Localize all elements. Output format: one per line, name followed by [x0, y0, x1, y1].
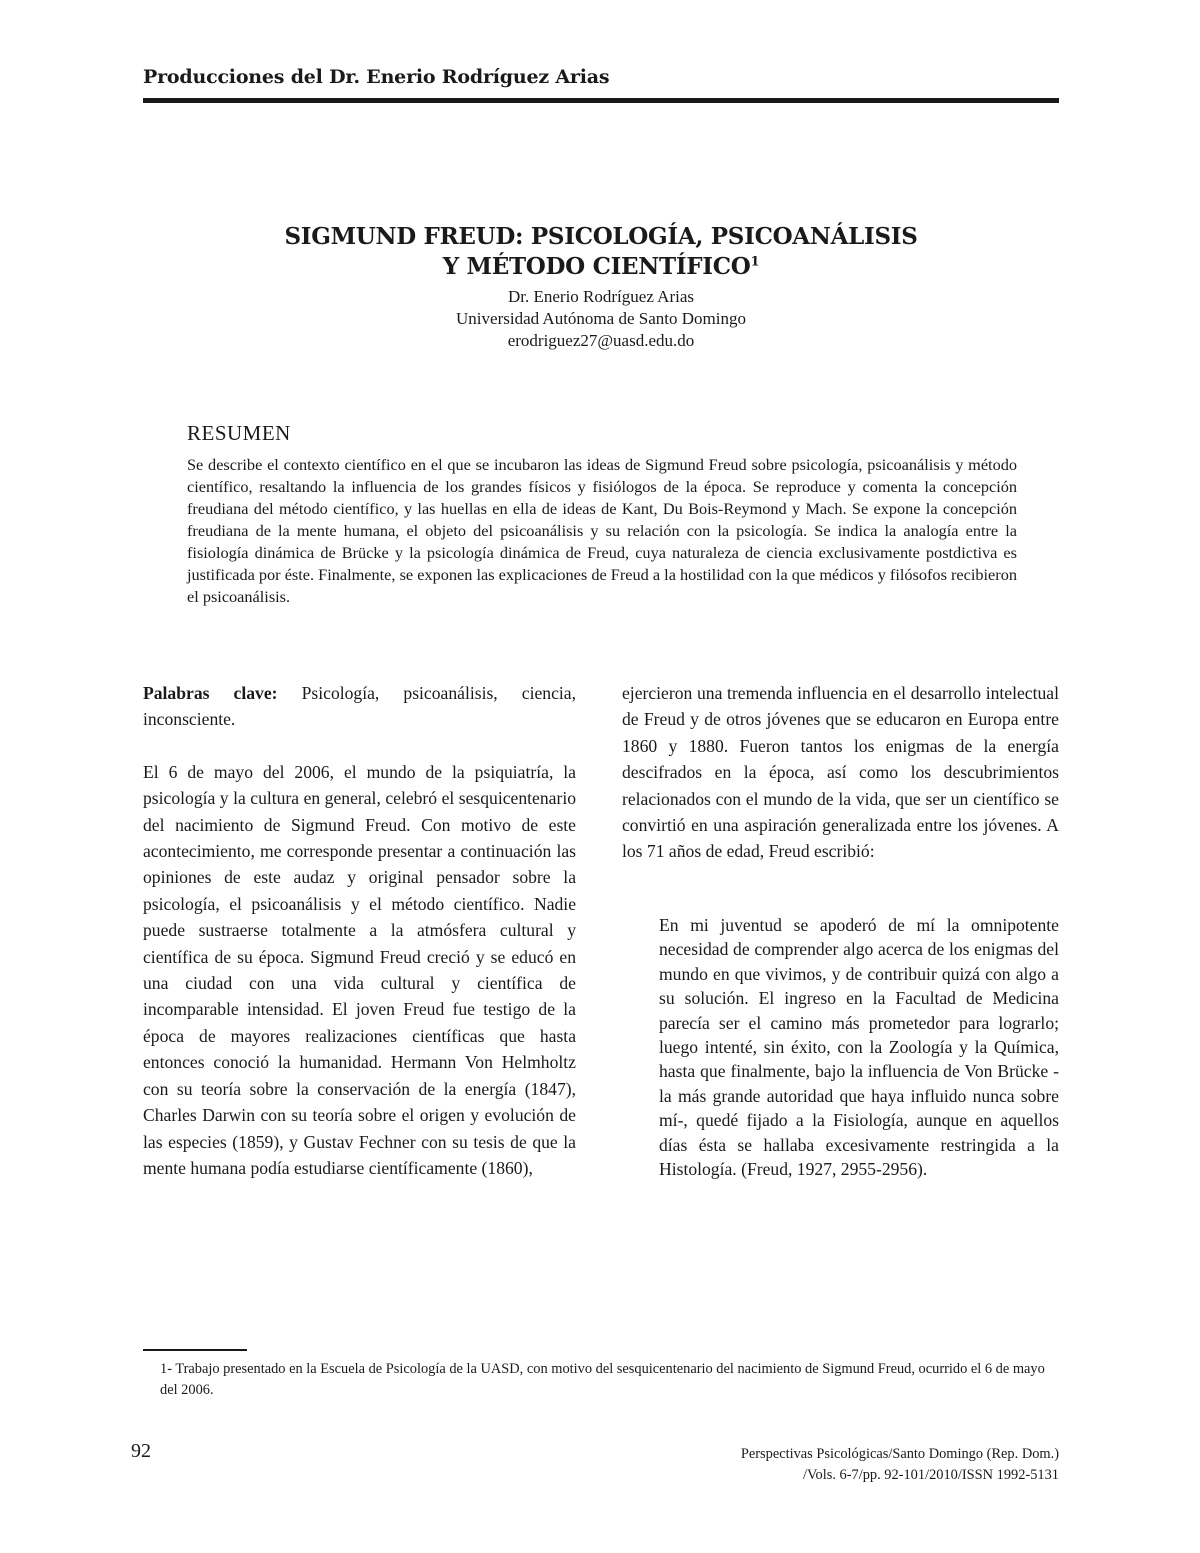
keywords-label: Palabras clave: [143, 683, 278, 703]
abstract-heading: RESUMEN [187, 421, 291, 445]
article-title-line-2 [143, 252, 1059, 282]
journal-info-line-2: /Vols. 6-7/pp. 92-101/2010/ISSN 1992-5131 [803, 1467, 1059, 1483]
article-title-line-1: SIGMUND FREUD: PSICOLOGÍA, PSICOANÁLISIS [284, 223, 918, 250]
footnote: 1- Trabajo presentado en la Escuela de Psicología de la UASD, con motivo del sesquicentenario del nacimiento de Sigmund Freud, ocurrido el 6 de mayo del 2006. [160, 1361, 1045, 1398]
body-paragraph-left: El 6 de mayo del 2006, el mundo de la psiquiatría, la psicología y la cultura en general, celebró el sesquicentenario del nacimiento de Sigmund Freud. Con motivo de este acontecimiento, me corresponde presentar a continuación las opiniones de este audaz y original pensador sobre la psicología, el psicoanálisis y el método científico. Nadie puede sustraerse totalmente a la atmósfera cultural y científica de su época. Sigmund Freud creció y se educó en una ciudad con una vida cultural y científica de incomparable intensidad. El joven Freud fue testigo de la época de mayores realizaciones científicas que hasta entonces conoció la humanidad. Hermann Von Helmholtz con su teoría sobre la conservación de la energía (1847), Charles Darwin con su teoría sobre el origen y evolución de las especies (1859), y Gustav Fechner con su tesis de que la mente humana podía estudiarse científicamente (1860), [143, 761, 576, 1178]
footnote-rule [143, 1349, 247, 1351]
title-footnote-mark: 1 [750, 254, 760, 270]
block-quote: En mi juventud se apoderó de mí la omnipotente necesidad de comprender algo acerca de los enigmas del mundo en que vivimos, y de contribuir quizá con algo a su solución. El ingreso en la Facultad de Medicina parecía ser el camino más prometedor para lograrlo; luego intenté, sin éxito, con la Zoología y la Química, hasta que finalmente, bajo la influencia de Von Brücke -la más grande autoridad que haya influido nunca sobre mí-, quedé fijado a la Fisiología, aunque en aquellos días ésta se hallaba excesivamente restringida a la Histología. (Freud, 1927, 2955-2956). [659, 915, 1059, 1180]
left-column [143, 680, 576, 1181]
author-email: erodriguez27@uasd.edu.do [507, 331, 695, 350]
title-block [143, 222, 1059, 352]
author-name: Dr. Enerio Rodríguez Arias [507, 287, 694, 306]
page-number: 92 [131, 1440, 151, 1462]
abstract-text: Se describe el contexto científico en el que se incubaron las ideas de Sigmund Freud sobre psicología, psicoanálisis y método científico, resaltando la influencia de los grandes físicos y fisiólogos de la época. Se reproduce y comenta la concepción freudiana del método científico, y las huellas en ella de ideas de Kant, Du Bois-Reymond y Mach. Se expone la concepción freudiana de la mente humana, el objeto del psicoanálisis y su relación con la psicología. Se indica la analogía entre la fisiología dinámica de Brücke y la psicología dinámica de Freud, cuya naturaleza de ciencia exclusivamente postdictiva es justificada por éste. Finalmente, se exponen las explicaciones de Freud a la hostilidad con la que médicos y filósofos recibieron el psicoanálisis. [187, 455, 1017, 606]
journal-info-line-1: Perspectivas Psicológicas/Santo Domingo (Rep. Dom.) [740, 1446, 1059, 1462]
keywords [143, 680, 576, 733]
running-header: Producciones del Dr. Enerio Rodríguez Arias [143, 66, 610, 88]
right-column [622, 680, 1059, 865]
author-affiliation: Universidad Autónoma de Santo Domingo [456, 309, 746, 328]
body-paragraph-right: ejercieron una tremenda influencia en el desarrollo intelectual de Freud y de otros jóvenes que se educaron en Europa entre 1860 y 1880. Fueron tantos los enigmas de la energía descifrados en la época, así como los descubrimientos relacionados con el mundo de la vida, que ser un científico se convirtió en una aspiración generalizada entre los jóvenes. A los 71 años de edad, Freud escribió: [622, 683, 1059, 862]
journal-info [600, 1444, 1059, 1486]
article-title-text: Y MÉTODO CIENTÍFICO [442, 253, 751, 280]
header-rule [143, 98, 1059, 103]
keywords-text: Psicología, psicoanálisis, ciencia, inconsciente. [143, 683, 576, 730]
